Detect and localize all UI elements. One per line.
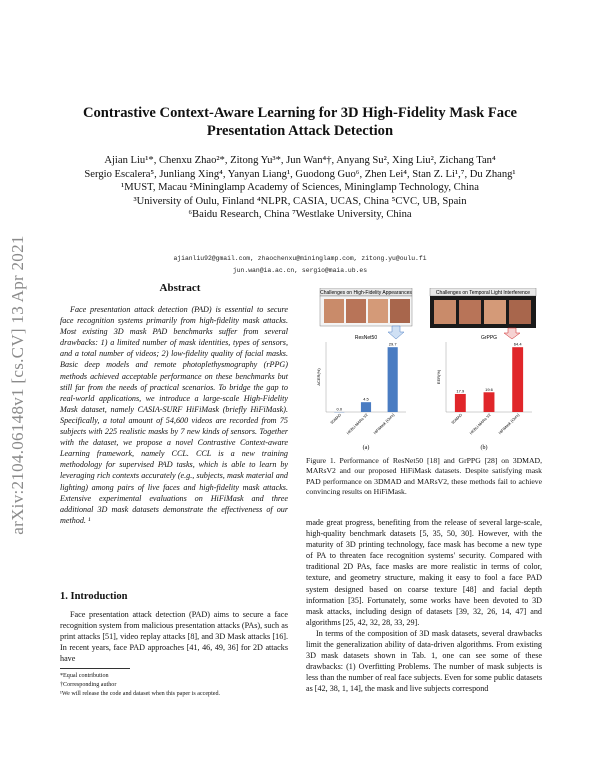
abstract-body — [60, 304, 288, 526]
introduction-body — [60, 609, 288, 664]
data-label: 4.5 — [363, 396, 369, 402]
chart-title: ResNet50 — [354, 335, 378, 341]
category-label: HKBU-MARs V2 — [469, 412, 492, 436]
category-label: 3DMAD — [450, 412, 464, 426]
affiliation-line: ¹MUST, Macau ²Mininglamp Academy of Sciences, Mininglamp Technology, China — [121, 182, 479, 194]
arxiv-stamp — [6, 200, 30, 570]
chart-grppg — [436, 335, 532, 435]
figure-1 — [306, 288, 542, 453]
face-image — [459, 300, 481, 324]
footnote: ¹We will release the code and dataset when this paper is accepted. — [60, 690, 221, 697]
introduction-text: Face presentation attack detection (PAD) aims to secure a face recognition system from malicious presentation attacks (PAs), such as print attacks [51], video replay attacks [8], and 3D Mask attacks [16]. In recent years, face PAD approaches [41, 46, 49, 36] for 2D attacks have — [60, 610, 288, 664]
title-line-2: Presentation Attack Detection — [206, 123, 394, 139]
footnote-rule — [60, 668, 130, 669]
right-face-panel — [430, 288, 536, 328]
panel-b-label: (b) — [480, 445, 488, 451]
category-label: HiFiMask (Ours) — [498, 412, 521, 436]
face-image — [484, 300, 506, 324]
down-arrow-icon — [504, 328, 520, 339]
data-label: 17.9 — [456, 388, 465, 394]
footnote: †Corresponding author — [60, 681, 117, 688]
face-image — [324, 299, 344, 323]
chart-resnet50 — [316, 335, 406, 435]
bar — [361, 402, 371, 412]
category-label: 3DMAD — [329, 412, 343, 426]
title-line-1: Contrastive Context-Aware Learning for 3D High-Fidelity Mask Face — [82, 105, 518, 121]
left-face-panel — [320, 288, 412, 326]
email-line: ajianliu92@gmail.com, zhaochenxu@mininglamp.com, zitong.yu@oulu.fi — [173, 255, 427, 262]
introduction-heading: 1. Introduction — [60, 591, 128, 602]
panel-a-label: (a) — [362, 445, 370, 451]
author-line: Sergio Escalera⁵, Junliang Xing⁴, Yanyan Liang¹, Guodong Guo⁶, Zhen Lei⁴, Stan Z. Li¹,⁷, Du Zhang¹ — [84, 168, 516, 180]
abstract-text: Face presentation attack detection (PAD) is essential to secure face recognition systems primarily from high-fidelity mask attacks. Most existing 3D mask PAD benchmarks suffer from several drawbacks: 1) a limited number of mask identities, types of sensors, and a total number of videos; 2) low-fidelity quality of facial masks. Basic deep models and remote photoplethysmography (rPPG) methods achieved acceptable performance on these benchmarks but still far from the needs of practical scenarios. To bridge the gap to real-world applications, we introduce a large-scale High-Fidelity Mask dataset, namely CASIA-SURF HiFiMask (briefly HiFiMask). Specifically, a total amount of 54,600 videos are recorded from 75 subjects with 225 realistic masks by 7 new kinds of sensors. Together with the dataset, we propose a novel Contrastive Context-aware Learning framework, namely CCL. CCL is a new training methodology for supervised PAD tasks, which is able to learn by leveraging rich contexts accurately (e.g., subjects, mask material and lighting) among pairs of live faces and high-fidelity mask attacks. Extensive experimental evaluations on HiFiMask and three additional 3D mask datasets demonstrate the effectiveness of our method. ¹ — [60, 305, 288, 525]
author-line: Ajian Liu¹*, Chenxu Zhao²*, Zitong Yu³*, Jun Wan⁴†, Anyang Su², Xing Liu², Zichang Tan⁴ — [104, 155, 496, 166]
bar — [484, 392, 495, 412]
y-axis-label: EER(%) — [436, 369, 441, 385]
abstract-heading: Abstract — [159, 282, 201, 294]
down-arrow-icon — [388, 326, 404, 339]
right-column-body — [306, 517, 542, 695]
left-banner-text: Challenges on High-Fidelity Appearances — [320, 289, 412, 296]
data-label: 29.7 — [388, 341, 397, 347]
bar — [512, 347, 523, 412]
paragraph: made great progress, benefiting from the release of several large-scale, high-quality benchmark datasets [5, 35, 50, 30]. However, with the maturity of 3D printing technology, face mask has become a new type of PA to threaten face recognition systems' security. Compared with traditional 2D PAs, face masks are more realistic in terms of color, texture, and geometry structure, making it easy to fool a face PAD system designed based on coarse texture [48] and facial depth information [35]. Fortunately, some works have been devoted to 3D mask attacks, including design of datasets [39, 32, 26, 14, 47] and algorithms [25, 42, 32, 28, 33, 29]. — [306, 518, 542, 627]
data-label: 19.6 — [485, 386, 493, 392]
data-label: 0.0 — [336, 406, 343, 412]
category-label: HKBU-MARs V2 — [346, 412, 369, 436]
paragraph: In terms of the composition of 3D mask datasets, several drawbacks limit the generalization ability of data-driven algorithms. From existing 3D mask datasets shown in Tab. 1, one can see some of these drawbacks: (1) Overfitting Problems. The number of mask subjects is less than the number of real face subjects. Even for some public datasets as [42, 38, 1, 14], the mask and live subjects correspond — [306, 628, 542, 694]
arxiv-stamp-text: arXiv:2104.06148v1 [cs.CV] 13 Apr 2021 — [8, 235, 27, 535]
footnote: *Equal contribution — [60, 673, 109, 679]
affiliation-line: ³University of Oulu, Finland ⁴NLPR, CASIA, UCAS, China ⁵CVC, UB, Spain — [133, 195, 467, 207]
bar — [388, 347, 398, 412]
author-block — [40, 154, 560, 222]
face-image — [346, 299, 366, 323]
affiliation-line: ⁶Baidu Research, China ⁷Westlake University, China — [188, 209, 412, 221]
email-line: jun.wan@ia.ac.cn, sergio@maia.ub.es — [232, 267, 368, 274]
email-block — [60, 253, 540, 277]
category-label: HiFiMask (Ours) — [373, 412, 396, 436]
face-image — [509, 300, 531, 324]
face-image — [390, 299, 410, 323]
bar — [455, 394, 466, 412]
face-image — [434, 300, 456, 324]
face-image — [368, 299, 388, 323]
footnotes — [60, 672, 288, 698]
y-axis-label: ACER(%) — [316, 368, 321, 386]
figure-caption: Figure 1. Performance of ResNet50 [18] and GrPPG [28] on 3DMAD, MARsV2 and our proposed HiFiMask datasets. Despite satisfying mask PAD performance on 3DMAD and MARsV2, these methods fail to achieve convincing results on HiFiMask. — [306, 456, 542, 496]
right-banner-text: Challenges on Temporal Light Interference — [435, 289, 531, 296]
data-label: 64.4 — [513, 341, 522, 347]
chart-title: GrPPG — [480, 335, 498, 341]
paper-title — [60, 104, 540, 140]
